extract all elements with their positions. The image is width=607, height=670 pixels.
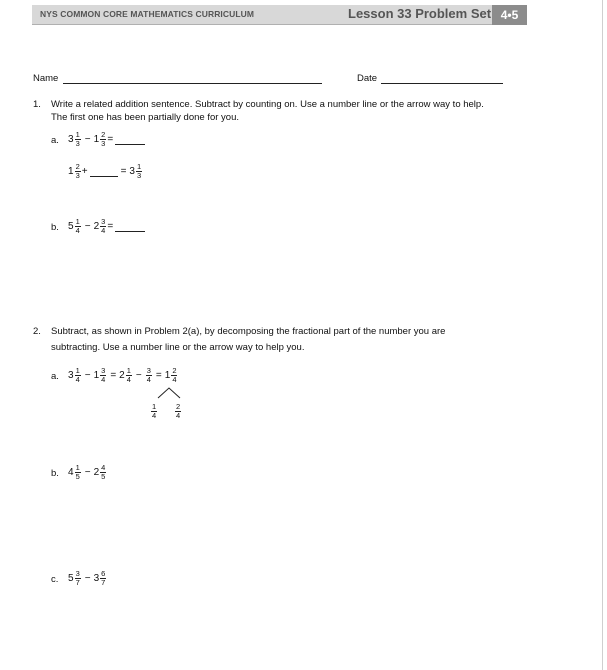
whole: 1 bbox=[93, 134, 100, 145]
problem2-instructions-1: Subtract, as shown in Problem 2(a), by decomposing the fractional part of the number you are bbox=[51, 326, 446, 337]
decompose-left-fraction: $\frac{1}{4}$ bbox=[152, 402, 157, 421]
fraction: $\frac{1}{5}$ bbox=[75, 463, 80, 481]
problem1a-label: a. bbox=[51, 135, 59, 146]
name-label: Name bbox=[33, 73, 59, 84]
whole: 3 bbox=[93, 573, 100, 584]
page-edge bbox=[602, 0, 603, 670]
whole: 2 bbox=[93, 221, 100, 232]
fraction: $\frac{6}{7}$ bbox=[101, 569, 106, 587]
equals: = bbox=[110, 370, 117, 381]
operator: − bbox=[84, 221, 91, 232]
whole: 3 bbox=[68, 134, 74, 145]
problem2b-label: b. bbox=[51, 468, 59, 479]
operator: − bbox=[84, 573, 91, 584]
problem2c-expression bbox=[68, 570, 107, 587]
whole: 1 bbox=[68, 166, 74, 177]
whole: 4 bbox=[68, 467, 74, 478]
problem1a-equation bbox=[68, 131, 145, 148]
problem1-instructions-2: The first one has been partially done for you. bbox=[51, 112, 240, 123]
problem1b-equation bbox=[68, 218, 145, 235]
whole: 2 bbox=[93, 467, 100, 478]
whole: 5 bbox=[68, 221, 74, 232]
fraction: $\frac{2}{3}$ bbox=[75, 162, 80, 180]
equals: = bbox=[120, 166, 127, 177]
equals: = bbox=[107, 134, 114, 145]
module-badge: 4•5 bbox=[492, 5, 527, 25]
equals: = bbox=[155, 370, 162, 381]
whole: 2 bbox=[119, 370, 125, 381]
fraction: $\frac{3}{4}$ bbox=[101, 366, 106, 384]
fraction: $\frac{3}{4}$ bbox=[101, 217, 106, 235]
fraction: $\frac{2}{3}$ bbox=[101, 130, 106, 148]
whole: 3 bbox=[68, 370, 74, 381]
fraction: $\frac{3}{4}$ bbox=[146, 366, 151, 384]
fraction: $\frac{1}{3}$ bbox=[136, 162, 142, 180]
problem2-number: 2. bbox=[33, 326, 41, 337]
problem2-instructions-2: subtracting. Use a number line or the arrow way to help you. bbox=[51, 342, 305, 353]
fraction: $\frac{4}{5}$ bbox=[101, 463, 106, 481]
fraction: $\frac{3}{7}$ bbox=[75, 569, 80, 587]
date-field[interactable] bbox=[381, 83, 503, 84]
fraction: $\frac{1}{4}$ bbox=[75, 366, 80, 384]
operator: − bbox=[84, 370, 91, 381]
decompose-right-fraction: $\frac{2}{4}$ bbox=[176, 402, 181, 421]
operator: − bbox=[135, 370, 142, 381]
date-label: Date bbox=[357, 73, 378, 84]
fraction: $\frac{1}{3}$ bbox=[75, 130, 80, 148]
curriculum-title: NYS COMMON CORE MATHEMATICS CURRICULUM bbox=[40, 9, 255, 19]
problem2c-label: c. bbox=[51, 574, 59, 585]
answer-blank[interactable] bbox=[90, 166, 118, 177]
problem1-instructions-1: Write a related addition sentence. Subtract by counting on. Use a number line or the arrow way to help. bbox=[51, 99, 484, 110]
problem1b-label: b. bbox=[51, 222, 59, 233]
whole: 3 bbox=[129, 166, 135, 177]
answer-blank[interactable] bbox=[115, 221, 145, 232]
problem2a-label: a. bbox=[51, 371, 59, 382]
fraction: $\frac{1}{4}$ bbox=[75, 217, 80, 235]
operator: − bbox=[84, 467, 91, 478]
problem1-number: 1. bbox=[33, 99, 41, 110]
problem2b-expression bbox=[68, 464, 107, 481]
name-field[interactable] bbox=[63, 83, 322, 84]
operator: − bbox=[84, 134, 91, 145]
problem2a-equation bbox=[68, 367, 178, 384]
whole: 5 bbox=[68, 573, 74, 584]
answer-blank[interactable] bbox=[115, 134, 145, 145]
whole: 1 bbox=[164, 370, 171, 381]
decompose-branch-icon bbox=[155, 386, 183, 400]
fraction: $\frac{1}{4}$ bbox=[126, 366, 131, 384]
operator: + bbox=[81, 166, 88, 177]
problem1a-addition-sentence bbox=[68, 163, 143, 180]
fraction: $\frac{2}{4}$ bbox=[172, 366, 177, 384]
equals: = bbox=[107, 221, 114, 232]
whole: 1 bbox=[93, 370, 100, 381]
lesson-title: Lesson 33 Problem Set bbox=[348, 6, 492, 21]
